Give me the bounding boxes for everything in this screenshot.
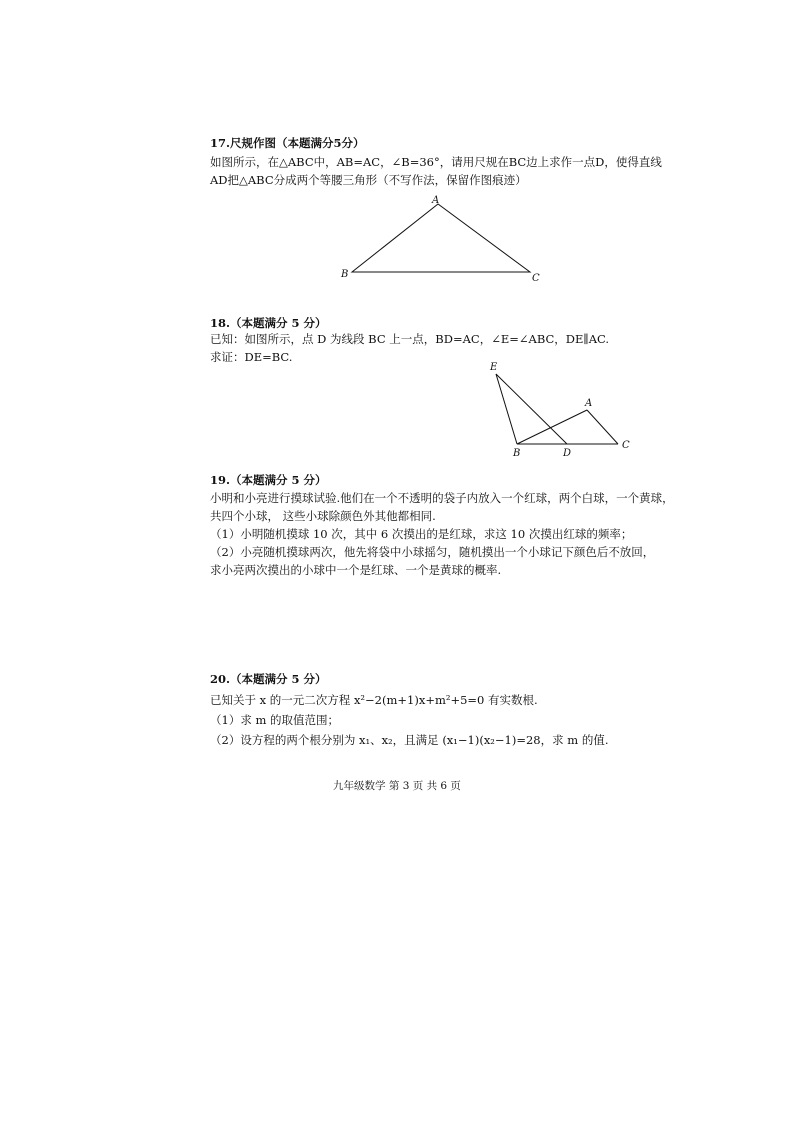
- q20-title: 20.（本题满分 5 分）: [210, 672, 327, 686]
- label-d: D: [563, 448, 572, 459]
- q20-part2: （2）设方程的两个根分别为 x₁、x₂，且满足 (x₁−1)(x₂−1)=28，求 m 的值.: [210, 733, 609, 747]
- page-footer: 九年级数学 第 3 页 共 6 页: [333, 780, 461, 792]
- q17-text-line2: AD把△ABC分成两个等腰三角形（不写作法，保留作图痕迹）: [210, 173, 527, 187]
- label-a: A: [585, 398, 593, 409]
- q19-title: 19.（本题满分 5 分）: [210, 473, 327, 487]
- q17-title: 17.尺规作图（本题满分5分）: [210, 136, 365, 150]
- q19-part2: （2）小亮随机摸球两次，他先将袋中小球摇匀，随机摸出一个小球记下颜色后不放回，: [210, 545, 655, 559]
- q18-title: 18.（本题满分 5 分）: [210, 316, 327, 330]
- q19-text-line2: 共四个小球， 这些小球除颜色外其他都相同.: [210, 509, 436, 523]
- label-c: C: [532, 273, 540, 284]
- q17-text-line1: 如图所示，在△ABC中，AB=AC，∠B=36°，请用尺规在BC边上求作一点D，使得直线: [210, 155, 662, 169]
- label-c: C: [622, 440, 630, 451]
- q18-text-line1: 已知：如图所示，点 D 为线段 BC 上一点，BD=AC，∠E=∠ABC，DE∥AC.: [210, 332, 610, 346]
- label-a: A: [432, 195, 440, 206]
- label-e: E: [490, 362, 498, 373]
- q19-text-line1: 小明和小亮进行摸球试验.他们在一个不透明的袋子内放入一个红球，两个白球，一个黄球，: [210, 491, 674, 505]
- q20-text-line1: 已知关于 x 的一元二次方程 x²−2(m+1)x+m²+5=0 有实数根.: [210, 693, 538, 707]
- triangle-abc: [352, 204, 530, 272]
- q19-text-line5: 求小亮两次摸出的小球中一个是红球、一个是黄球的概率.: [210, 563, 502, 577]
- label-b: B: [341, 269, 349, 280]
- q20-part1: （1）求 m 的取值范围；: [210, 713, 340, 727]
- segment-ac: [587, 410, 618, 444]
- q17-triangle-figure: [330, 192, 550, 284]
- q19-part1: （1）小明随机摸球 10 次，其中 6 次摸出的是红球，求这 10 次摸出红球的频率；: [210, 527, 633, 541]
- q18-geometry-figure: [480, 356, 640, 460]
- label-b: B: [513, 448, 521, 459]
- segment-ba: [517, 410, 587, 444]
- q18-text-line2: 求证：DE=BC.: [210, 350, 293, 364]
